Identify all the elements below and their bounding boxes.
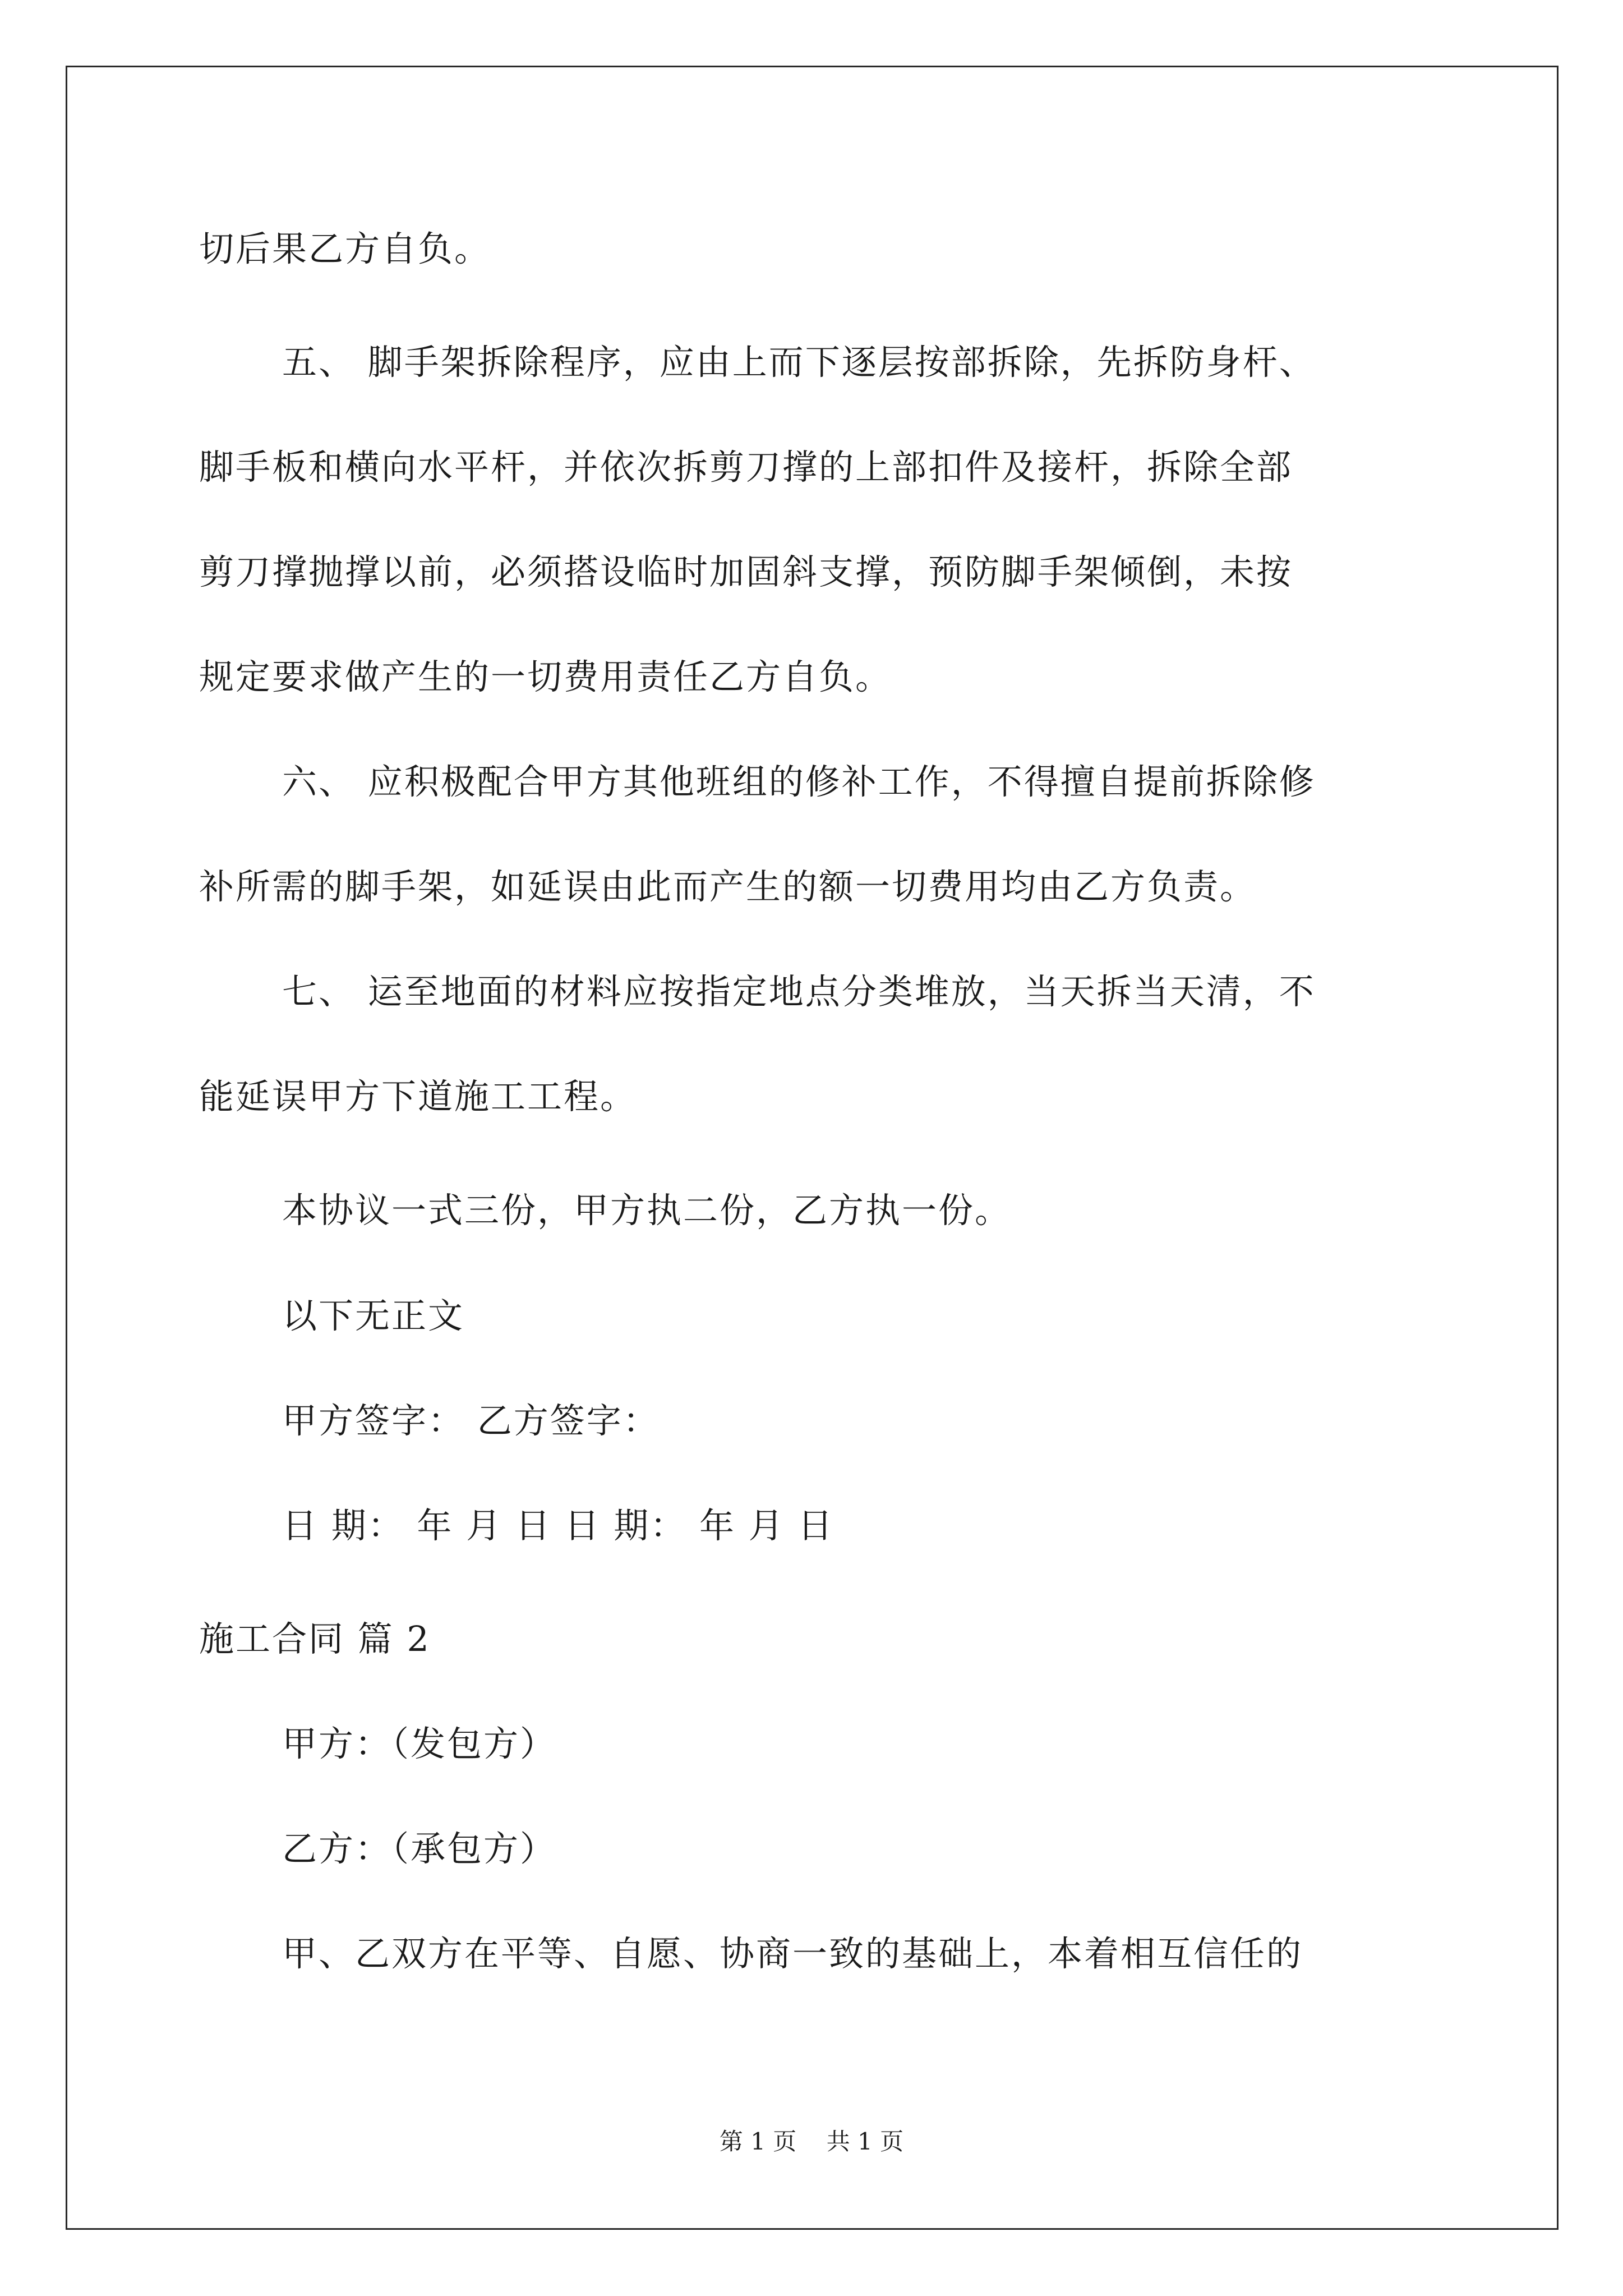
clause-six-line-2: 补所需的脚手架，如延误由此而产生的额一切费用均由乙方负责。 (199, 866, 1257, 907)
date-line: 日 期： 年 月 日 日 期： 年 月 日 (282, 1505, 834, 1546)
section-heading: 施工合同 篇 2 (199, 1618, 431, 1659)
copies-statement: 本协议一式三份，甲方执二份，乙方执一份。 (282, 1190, 1012, 1231)
text-line: 切后果乙方自负。 (199, 228, 491, 269)
page-border (66, 66, 1559, 2230)
party-a-line: 甲方：（发包方） (282, 1723, 557, 1764)
party-b-line: 乙方：（承包方） (282, 1828, 557, 1869)
page-footer: 第 1 页 共 1 页 (719, 2128, 904, 2155)
clause-seven-line-2: 能延误甲方下道施工工程。 (199, 1076, 637, 1117)
clause-six-line-1: 六、 应积极配合甲方其他班组的修补工作，不得擅自提前拆除修 (282, 761, 1316, 802)
signature-line: 甲方签字： 乙方签字： (282, 1400, 660, 1441)
clause-five-line-2: 脚手板和横向水平杆，并依次拆剪刀撑的上部扣件及接杆，拆除全部 (199, 447, 1293, 487)
clause-five-line-4: 规定要求做产生的一切费用责任乙方自负。 (199, 656, 892, 697)
no-text-below: 以下无正文 (282, 1295, 465, 1336)
clause-seven-line-1: 七、 运至地面的材料应按指定地点分类堆放，当天拆当天清，不 (282, 971, 1316, 1012)
clause-five-line-1: 五、 脚手架拆除程序，应由上而下逐层按部拆除，先拆防身杆、 (282, 342, 1316, 383)
preamble-line: 甲、乙双方在平等、自愿、协商一致的基础上，本着相互信任的 (282, 1933, 1303, 1974)
clause-five-line-3: 剪刀撑抛撑以前，必须搭设临时加固斜支撑，预防脚手架倾倒，未按 (199, 551, 1293, 592)
